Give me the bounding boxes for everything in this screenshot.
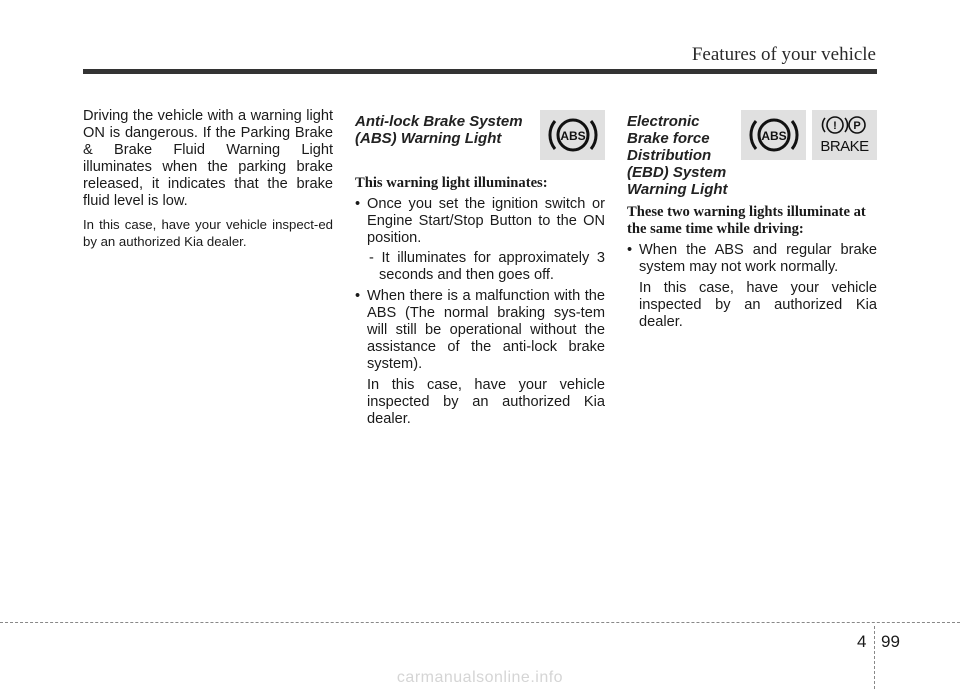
chapter-number: 4 [857, 632, 867, 651]
ebd-abs-warning-icon [741, 110, 806, 160]
intro-paragraph: Driving the vehicle with a warning light ON is dangerous. If the Parking Brake & Brake Fluid Warning Light illuminates when the parking brake released, it indicates that the brake fluid level is low. [83, 108, 333, 209]
brake-p-mark: P [853, 120, 861, 132]
ebd-abs-icon-label: ABS [760, 129, 787, 143]
dealer-note: In this case, have your vehicle inspect-ed by an authorized Kia dealer. [83, 217, 333, 249]
column-intro [83, 108, 333, 256]
abs-bullet-2: When there is a malfunction with the ABS (The normal braking sys-tem will still be operational without the assistance of the anti-lock brake system). [367, 288, 605, 372]
header-rule [83, 69, 877, 74]
brake-icon-label: BRAKE [820, 138, 869, 155]
abs-icon-label: ABS [559, 129, 586, 143]
ebd-bullet-list [627, 242, 877, 331]
abs-bullet-list [355, 196, 605, 428]
ebd-lead: These two warning lights illuminate at the same time while driving: [627, 204, 866, 237]
footer-rule [0, 622, 960, 623]
ebd-bullet-1: When the ABS and regular brake system may not work normally. [639, 242, 877, 275]
list-item [627, 242, 877, 331]
abs-section-heading: Anti-lock Brake System (ABS) Warning Light [355, 113, 523, 147]
abs-bullet-1-sub: - It illuminates for approximately 3 seconds and then goes off. [369, 250, 605, 283]
abs-warning-icon [540, 110, 605, 160]
abs-bullet-1: Once you set the ignition switch or Engine Start/Stop Button to the ON position. [367, 196, 605, 246]
watermark: carmanualsonline.info [396, 669, 564, 686]
page-header-title: Features of your vehicle [691, 44, 876, 65]
list-item [355, 288, 605, 428]
page-number: 99 [881, 632, 900, 651]
abs-lead: This warning light illuminates: [355, 175, 548, 191]
ebd-bullet-1-cont: In this case, have your vehicle inspected by an authorized Kia dealer. [639, 280, 877, 330]
ebd-section-heading: Electronic Brake force Distribution (EBD) System Warning Light [627, 113, 728, 198]
abs-bullet-2-cont: In this case, have your vehicle inspected by an authorized Kia dealer. [367, 377, 605, 427]
list-item [355, 196, 605, 284]
brake-warning-icon [812, 110, 877, 160]
brake-excl-mark: ! [833, 120, 837, 132]
